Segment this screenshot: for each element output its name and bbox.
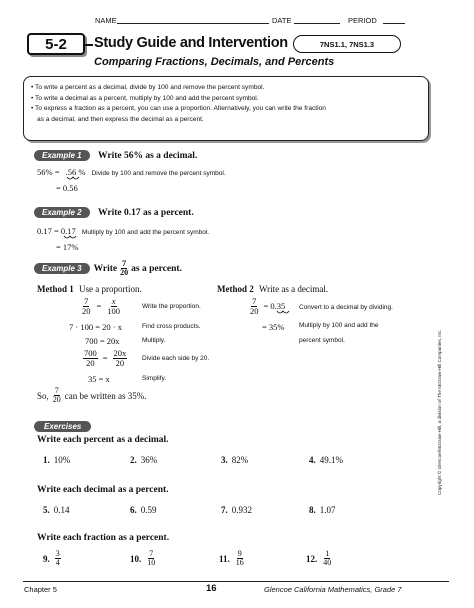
rules-list [31,83,326,125]
exercise-value: 36% [140,455,158,465]
exercise-number: 6. [130,505,137,515]
exercise-section-heading: Write each decimal as a percent. [37,485,169,495]
method1-row4-note: Divide each side by 20. [142,355,210,362]
name-label: NAME [95,16,117,25]
exercise-number: 12. [306,553,318,564]
exercise-item [309,455,343,465]
rule-text: To write a percent as a decimal, divide by 100 and remove the percent symbol. [35,84,265,91]
exercise-value: 1.07 [319,505,336,515]
date-line [294,23,340,24]
method2-row1-note: Convert to a decimal by dividing. [299,304,393,311]
name-line [117,23,269,24]
fraction-numerator: 20x [113,348,127,358]
standards-badge [293,35,401,53]
method1-text: Use a proportion. [79,284,142,294]
exercise-number: 10. [130,553,142,564]
example3-prompt-fraction [119,260,129,277]
method1-row5-note: Simplify. [142,375,167,382]
example2-label: Example 2 [34,207,90,218]
exercise-section-heading: Write each percent as a decimal. [37,435,169,445]
lesson-number-box [27,33,85,55]
example3-header [34,260,182,277]
example3-prompt-post: as a percent. [131,263,182,274]
example1-mid: .56 % [65,167,86,177]
decimal-shift-arc-icon [63,235,79,240]
example1-header [34,145,197,163]
page-title: Study Guide and Intervention [94,35,288,51]
exercise-value: 0.59 [140,505,157,515]
exercises-label: Exercises [34,421,91,432]
example2-mid: 0.17 [60,226,76,236]
method2-row3-note: percent symbol. [299,337,345,344]
exercise-number: 1. [43,455,50,465]
method1-heading [37,284,142,294]
standards-text: 7NS1.1, 7NS1.3 [319,39,375,49]
fraction-denominator: 10 [147,558,156,567]
exercise-item [306,550,333,567]
exercise-item [130,455,157,465]
exercise-number: 2. [130,455,137,465]
exercise-value: 10% [53,455,71,465]
rule-text: To express a fraction as a percent, you can use a proportion. Alternatively, you can write the fraction [35,105,326,112]
example2-step1 [37,226,209,236]
example1-lhs: 56% = [37,167,62,177]
exercise-item [43,455,70,465]
method2-rhs: = 0.35 [263,301,286,311]
method2-row2-eq: = 35% [262,322,285,332]
rule-item: • To write a decimal as a percent, multiply by 100 and add the percent symbol. [31,94,259,102]
exercise-item [219,550,246,567]
example3-label: Example 3 [34,263,90,274]
method1-row3-note: Multiply. [142,337,166,344]
rule-item [31,115,326,126]
method2-decimal [264,301,286,311]
conclusion-post: can be written as 35%. [64,390,147,401]
exercise-value: 82% [231,455,249,465]
rule-text: as a decimal, and then express the decimal as a percent. [37,115,204,123]
example2-step2: = 17% [56,242,79,252]
fraction-denominator: 20 [120,268,129,277]
fraction-numerator: 9 [237,549,242,558]
exercise-item [309,505,336,515]
fraction-denominator: 20 [52,395,61,404]
example2-note: Multiply by 100 and add the percent symbol. [81,229,210,236]
example2-header [34,202,194,220]
method2-row1-eq [248,297,285,315]
exercise-item [43,550,62,567]
period-label: PERIOD [348,16,377,25]
footer-rule [23,581,449,582]
equals-sign: = [96,301,102,311]
lesson-number: 5-2 [45,35,67,53]
method2-heading [217,284,328,294]
page-subtitle: Comparing Fractions, Decimals, and Percents [94,56,335,68]
equals-sign: = [102,353,108,363]
method1-row1-eq [80,297,122,315]
fraction-denominator: 20 [250,305,259,316]
fraction-numerator: 1 [325,549,330,558]
method1-row3-eq: 700 = 20x [85,336,120,346]
method1-row2-note: Find cross products. [142,323,201,330]
example2-moved-decimal [61,226,78,236]
exercise-number: 5. [43,505,50,515]
fraction-denominator: 16 [235,558,244,567]
exercise-number: 7. [221,505,228,515]
rules-box [23,76,429,141]
fraction-numerator: 7 [122,259,127,268]
method1-row4-eq [82,349,128,367]
method1-label: Method 1 [37,284,74,294]
example2-lhs: 0.17 = [37,226,61,236]
conclusion-pre: So, [37,390,49,401]
fraction-denominator: 20 [115,357,125,368]
exercise-number: 4. [309,455,316,465]
fraction-numerator: 7 [149,549,154,558]
fraction-numerator: 700 [84,348,97,358]
method2-label: Method 2 [217,284,254,294]
example1-label: Example 1 [34,150,90,161]
exercise-section-heading: Write each fraction as a percent. [37,533,170,543]
copyright-notice: Copyright © Glencoe/McGraw-Hill, a division of The McGraw-Hill Companies, Inc. [437,329,442,495]
fraction-numerator: x [111,296,116,306]
decimal-shift-arc-icon [66,176,82,181]
method2-row2-note: Multiply by 100 and add the [299,322,379,329]
method1-row1-note: Write the proportion. [142,303,201,310]
fraction-denominator: 20 [82,305,91,316]
method1-row2-eq: 7 · 100 = 20 · x [69,322,122,332]
exercise-item [221,505,252,515]
exercise-number: 11. [219,553,230,564]
footer-book-title: Glencoe California Mathematics, Grade 7 [264,585,402,594]
exercise-item [130,550,157,567]
exercise-value: 49.1% [319,455,343,465]
example1-prompt: Write 56% as a decimal. [98,151,198,161]
fraction-denominator: 20 [86,357,95,368]
exercise-item [221,455,248,465]
rule-item: • To write a percent as a decimal, divide by 100 and remove the percent symbol. [31,84,265,91]
exercise-value: 0.14 [53,505,70,515]
rule-item: • To express a fraction as a percent, you can use a proportion. Alternatively, you can write the fraction [31,105,326,112]
exercise-number: 8. [309,505,316,515]
exercise-number: 3. [221,455,228,465]
fraction-numerator: 3 [55,549,60,558]
example1-step1 [37,167,226,177]
exercise-value: 0.932 [231,505,252,515]
date-label: DATE [272,16,292,25]
example3-conclusion [37,387,147,404]
exercises-header [34,416,91,434]
exercise-item [130,505,157,515]
exercise-number: 9. [43,553,50,564]
method1-row5-eq: 35 = x [88,374,110,384]
example1-moved-decimal [66,167,88,177]
fraction-denominator: 4 [55,558,60,567]
example1-note: Divide by 100 and remove the percent symbol. [91,170,226,177]
fraction-numerator: 7 [252,296,257,306]
rule-text: To write a decimal as a percent, multiply by 100 and add the percent symbol. [35,94,259,102]
example2-prompt: Write 0.17 as a percent. [98,208,194,218]
exercise-item [43,505,70,515]
example1-step2: = 0.56 [56,183,78,193]
fraction-numerator: 7 [84,296,89,306]
fraction-denominator: 40 [323,558,332,567]
footer-chapter: Chapter 5 [24,585,57,594]
fraction-denominator: 100 [107,305,121,316]
period-line [383,23,405,24]
fraction-numerator: 7 [54,386,59,395]
footer-page-number: 16 [206,583,217,594]
method2-text: Write as a decimal. [259,284,329,294]
example3-prompt-pre: Write [93,263,118,274]
decimal-shift-arc-icon [276,310,292,315]
lesson-connector [85,44,93,46]
